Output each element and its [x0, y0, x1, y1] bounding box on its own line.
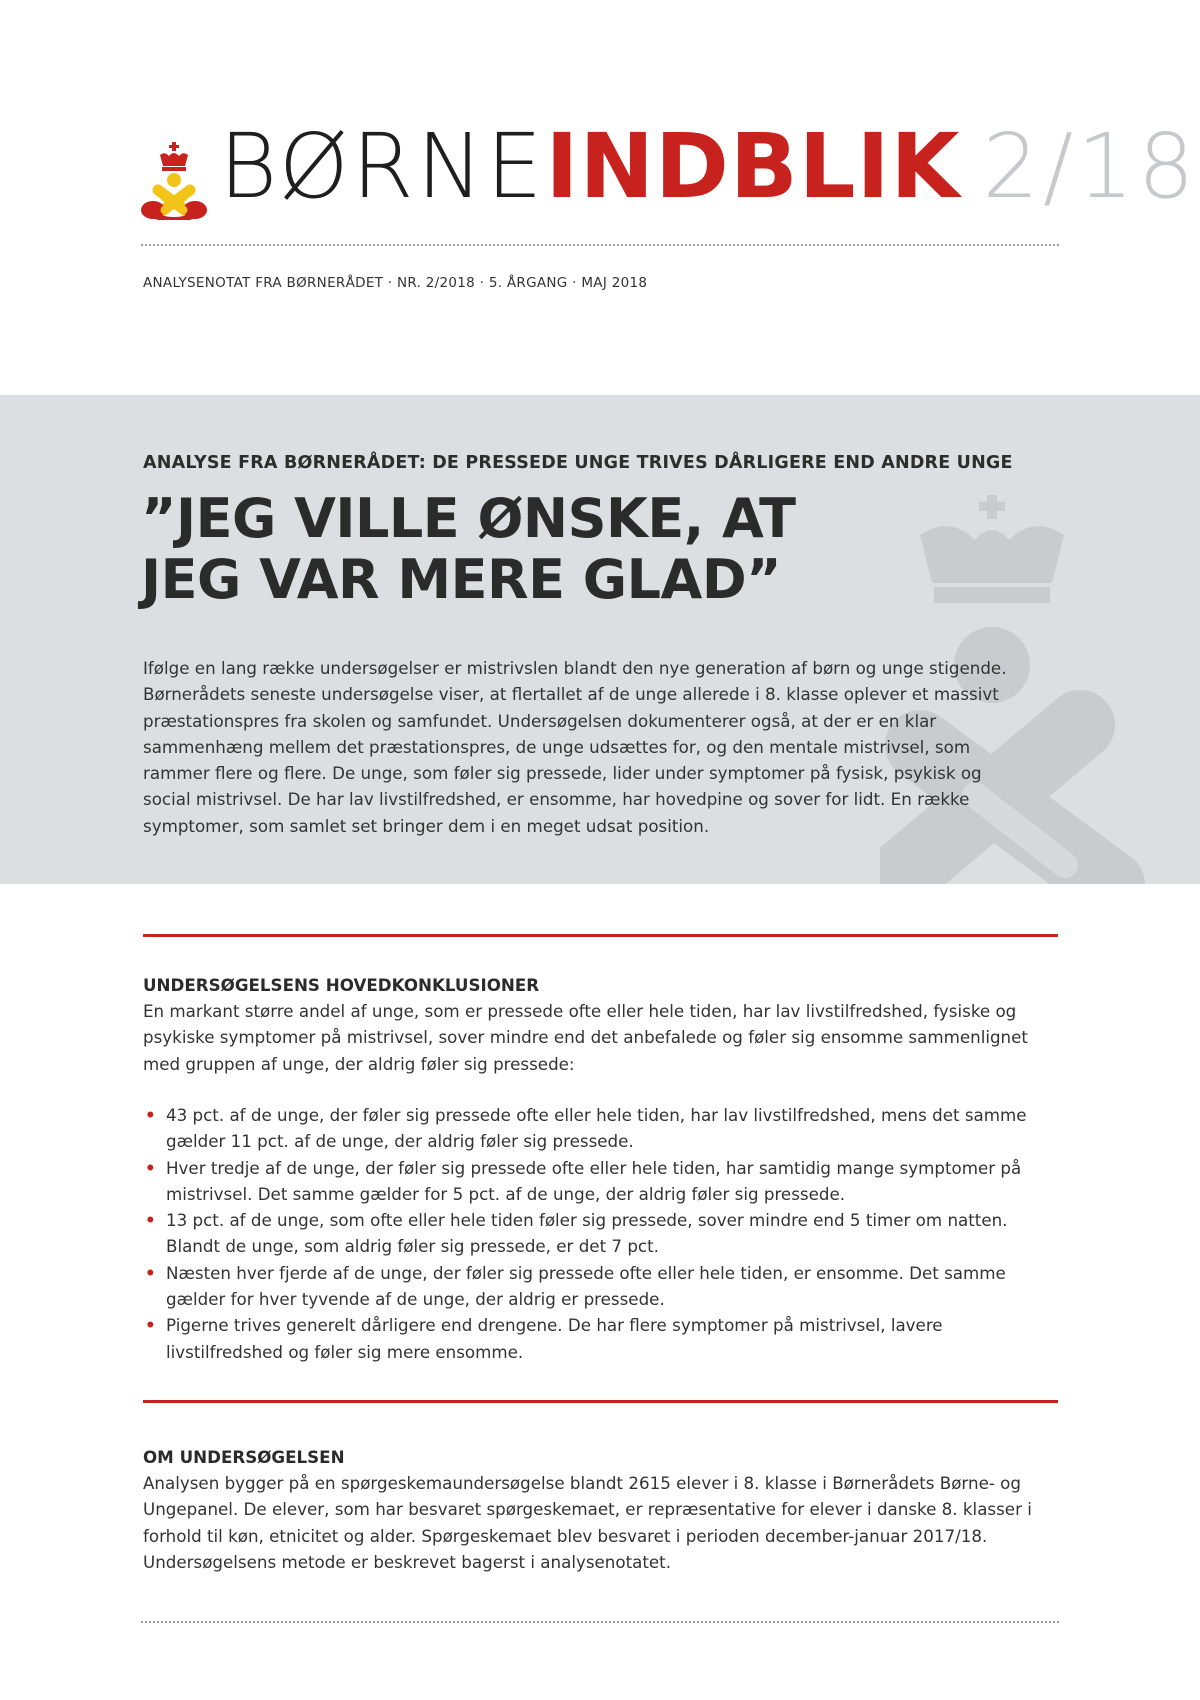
conclusions-title: UNDERSØGELSENS HOVEDKONKLUSIONER: [143, 975, 540, 995]
bullet-icon: •: [145, 1105, 156, 1125]
issue-line: ANALYSENOTAT FRA BØRNERÅDET · NR. 2/2018 · 5. ÅRGANG · MAJ 2018: [143, 275, 648, 291]
about-body: Analysen bygger på en spørgeskemaundersøgelse blandt 2615 elever i 8. klasse i Børnerådets Børne- og Ungepanel. De elever, som har besvaret spørgeskemaet, er repræsentative for elever i danske 8. klasser i forhold til køn, etnicitet og alder. Spørgeskemaet blev besvaret i perioden december-januar 2017/18. Undersøgelsens metode er beskrevet bagerst i analysenotatet.: [143, 1473, 1032, 1572]
issue-number: 2/18: [982, 114, 1199, 218]
feature-intro: Ifølge en lang række undersøgelser er mistrivslen blandt den nye generation af børn og unge stigende. Børnerådets seneste undersøgelse viser, at flertallet af de unge allerede i 8. klasse oplever et massivt præstationspres fra skolen og samfundet. Undersøgelsen dokumenterer også, at der er en klar sammenhæng mellem det præstationspres, de unge udsættes for, og den mentale mistrivsel, som rammer flere og flere. De unge, som føler sig pressede, lider under symptomer på fysisk, psykisk og social mistrivsel. De har lav livstilfredshed, er ensomme, har hovedpine og sover for lidt. En række symptomer, som samlet set bringer dem i en meget udsat position.: [143, 658, 1007, 836]
dotted-divider-bottom: [141, 1621, 1059, 1623]
feature-band: [0, 395, 1200, 884]
red-divider-2: [143, 1400, 1058, 1403]
list-item-text: Hver tredje af de unge, der føler sig pressede ofte eller hele tiden, har samtidig mange symptomer på mistrivsel. Det samme gælder for 5 pct. af de unge, der aldrig føler sig pressede.: [166, 1157, 1022, 1204]
bullet-icon: •: [145, 1262, 156, 1283]
bullet-icon: •: [145, 1210, 156, 1231]
list-item: [143, 1207, 1063, 1260]
list-item: [143, 1155, 1063, 1208]
brand-wordmark: [219, 114, 1199, 218]
list-item: [143, 1260, 1063, 1313]
borneraadet-logo-icon: [141, 142, 207, 220]
masthead: [141, 114, 1199, 238]
list-item-text: 43 pct. af de unge, der føler sig pressede ofte eller hele tiden, har lav livstilfredshed, mens det samme gælder 11 pct. af de unge, der aldrig føler sig pressede.: [166, 1105, 1027, 1152]
bullet-icon: •: [145, 1315, 156, 1336]
red-divider-1: [143, 934, 1058, 937]
brand-bold: INDBLIK: [545, 114, 961, 218]
dotted-divider-top: [141, 244, 1059, 246]
feature-kicker: ANALYSE FRA BØRNERÅDET: DE PRESSEDE UNGE TRIVES DÅRLIGERE END ANDRE UNGE: [143, 453, 1013, 473]
list-item: [143, 1102, 1063, 1155]
list-item-text: Pigerne trives generelt dårligere end drengene. De har flere symptomer på mistrivsel, lavere livstilfredshed og føler sig mere ensomme.: [166, 1315, 943, 1362]
list-item-text: 13 pct. af de unge, som ofte eller hele tiden føler sig pressede, sover mindre end 5 timer om natten. Blandt de unge, som aldrig føler sig pressede, er det 7 pct.: [166, 1210, 1008, 1257]
about-title: OM UNDERSØGELSEN: [143, 1447, 345, 1467]
conclusions-body: En markant større andel af unge, som er pressede ofte eller hele tiden, har lav livstilfredshed, fysiske og psykiske symptomer på mistrivsel, sover mindre end det anbefalede og føler sig ensomme sammenlignet med gruppen af unge, der aldrig føler sig pressede:: [143, 1001, 1028, 1074]
list-item: [143, 1312, 1063, 1365]
list-item-text: Næsten hver fjerde af de unge, der føler sig pressede ofte eller hele tiden, er ensomme. Det samme gælder for hver tyvende af de unge, der aldrig er pressede.: [166, 1262, 1006, 1310]
bullet-icon: •: [145, 1157, 156, 1178]
brand-light: BØRNE: [219, 114, 546, 218]
conclusions-list: [143, 1102, 1063, 1365]
feature-headline: ”JEG VILLE ØNSKE, AT JEG VAR MERE GLAD”: [141, 487, 796, 611]
